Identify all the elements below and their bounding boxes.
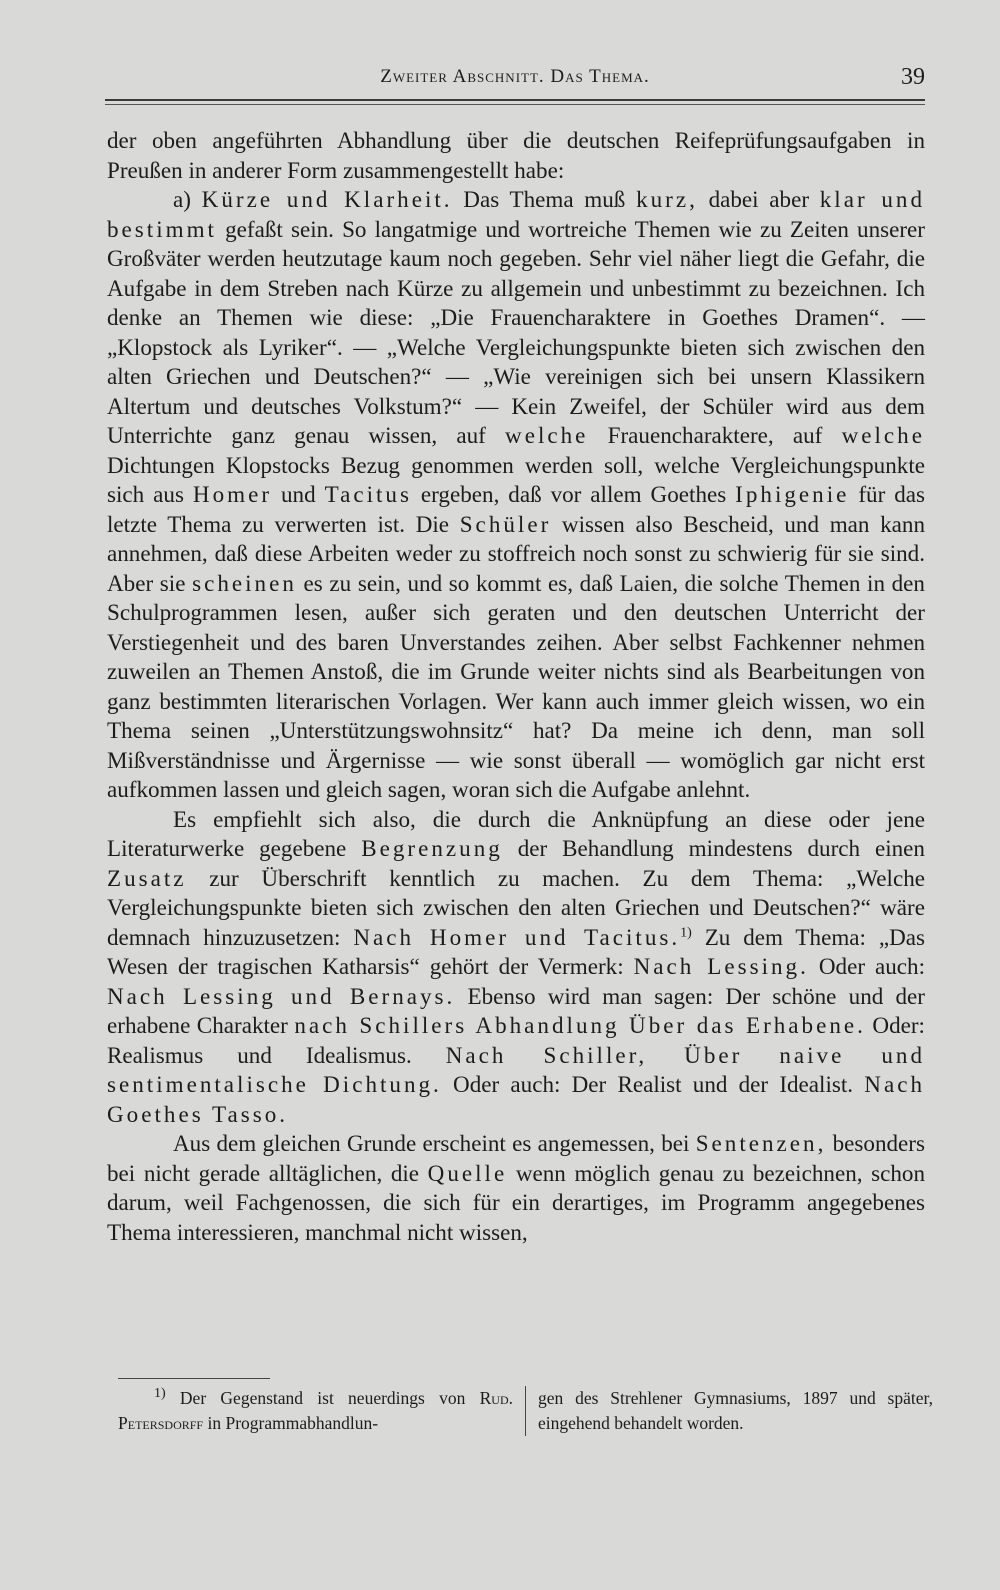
footnote-text: Der Gegenstand ist neuerdings von [165,1388,480,1408]
paragraph-1 [107,126,925,185]
spaced-emphasis: Kürze und Klarheit. [201,186,453,212]
spaced-emphasis: Nach Homer und Tacitus. [353,923,681,950]
text-run: Es empfiehlt sich also, die durch die Anknüpfung an diese oder jene Literaturwerke gegebene [107,805,925,861]
paragraph-4 [107,1129,925,1247]
text-run: ergeben, daß vor allem Goethes [411,481,736,507]
spaced-emphasis: Iphigenie [735,481,850,507]
paragraph-3 [107,805,925,1130]
header-rule-thick [105,99,925,101]
spaced-emphasis: Nach Schiller, Über naive und sentimentalische Dichtung. [107,1041,926,1097]
page-header [105,66,925,96]
footnote-left-column [118,1386,525,1436]
spaced-emphasis: kurz, [636,186,698,212]
spaced-emphasis: Begrenzung [361,835,503,861]
text-run: wenn möglich genau zu bezeichnen, schon darum, weil Fachgenossen, die sich für ein derartiges, im Programm angegebenes Thema interessieren, manchmal nicht wissen, [107,1159,925,1245]
text-run: Oder auch: [808,953,925,979]
text-run: Zu dem Thema: „Das Wesen der tragischen Katharsis“ gehört der Vermerk: [107,923,926,979]
paragraph-1-text: der oben angeführten Abhandlung über die deutschen Reifeprüfungsaufgaben in Preußen in anderer Form zusammengestellt habe: [107,127,925,183]
spaced-emphasis: klar und bestimmt [107,186,925,242]
text-run: Ebenso wird man sagen: Der schöne und der erhabene Charakter [107,982,925,1038]
footnote-text: in Programmabhandlun- [203,1413,379,1433]
text-run: es zu sein, und so kommt es, daß Laien, die solche Themen in den Schulprogrammen lesen, außer sich geraten und den deutschen Unterricht der Verstiegenheit und des baren Unverstandes zeihen. Aber selbst Fachkenner nehmen zuweilen an Themen Anstoß, die im Grunde weiter nichts sind als Bearbeitungen von ganz bestimmten literarischen Vorlagen. Wer kann auch immer gleich wissen, wo ein Thema seinen „Unterstützungswohnsitz“ hat? Da meine ich denn, man soll Mißverständnisse und Ärgernisse — wie sonst überall — womöglich gar nicht erst aufkommen lassen und gleich sagen, woran sich die Aufgabe anlehnt. [107,569,925,802]
spaced-emphasis: nach Schillers Abhandlung Über das Erhabene. [294,1012,866,1038]
spaced-emphasis: welche [841,422,925,448]
text-run: wissen also Bescheid, und man kann annehmen, daß diese Arbeiten weder zu stoffreich noch sonst zu schwierig für sie sind. Aber sie [107,510,925,596]
text-run: Oder: Realismus und Idealismus. [107,1012,925,1068]
text-run: Das Thema muß [452,186,637,212]
footnote-marker: 1) [154,1386,166,1402]
text-run: Oder auch: Der Realist und der Idealist. [441,1071,865,1097]
footnote [118,1386,933,1436]
page-number: 39 [901,64,925,90]
spaced-emphasis: Tacitus [324,481,412,507]
text-run: zur Überschrift kenntlich zu machen. Zu dem Thema: „Welche Vergleichungspunkte bieten sich zwischen den alten Griechen und Deutschen?“ wäre demnach hinzuzusetzen: [107,864,925,950]
text-run: Dichtungen Klopstocks Bezug genommen werden soll, welche Vergleichungspunkte sich aus [107,451,925,507]
spaced-emphasis: Nach Goethes Tasso. [107,1071,926,1127]
spaced-emphasis: Nach Lessing und Bernays. [107,982,456,1009]
text-run: für das letzte Thema zu verwerten ist. Die [107,481,925,537]
spaced-emphasis: Schüler [459,510,552,537]
running-head: Zweiter Abschnitt. Das Thema. [380,66,650,87]
footnote-rule [118,1378,270,1379]
text-run: und [272,481,325,507]
spaced-emphasis: welche [505,422,589,448]
text-run: Frauencharaktere, auf [588,422,842,448]
text-run: dabei aber [697,186,820,212]
header-rule-thin [105,104,925,105]
text-run: besonders bei nicht gerade alltäglichen, die [107,1130,925,1186]
text-run: gefaßt sein. So langatmige und wortreiche Themen wie zu Zeiten unserer Großväter werden heutzutage kaum noch gegeben. Sehr viel näher liegt die Gefahr, die Aufgabe in dem Streben nach Kürze zu allgemein und unbestimmt zu bezeichnen. Ich denke an Themen wie diese: „Die Frauencharaktere in Goethes Dramen“. — „Klopstock als Lyriker“. — „Welche Vergleichungspunkte bieten sich zwischen den alten Griechen und Deutschen?“ — „Wie vereinigen sich bei unsern Klassikern Altertum und deutsches Volkstum?“ — Kein Zweifel, der Schüler wird aus dem Unterrichte ganz genau wissen, auf [107,215,925,448]
footnote-reference: 1) [680,924,692,940]
spaced-emphasis: Sentenzen, [695,1130,827,1156]
spaced-emphasis: Nach Lessing. [633,953,809,979]
spaced-emphasis: Homer [192,481,273,507]
footnote-author-name: Rud. Petersdorff [118,1388,513,1433]
body-text [107,126,925,1247]
text-run: a) [173,186,202,212]
footnote-right-column [525,1386,933,1436]
footnote-text: gen des Strehlener Gymnasiums, 1897 und später, eingehend behandelt worden. [538,1388,933,1433]
text-run: der Behandlung mindestens durch einen [502,835,925,861]
spaced-emphasis: Zusatz [107,864,187,891]
spaced-emphasis: Quelle [427,1159,508,1186]
spaced-emphasis: scheinen [192,569,297,596]
text-run: Aus dem gleichen Grunde erscheint es angemessen, bei [173,1130,696,1156]
paragraph-2 [107,185,925,805]
